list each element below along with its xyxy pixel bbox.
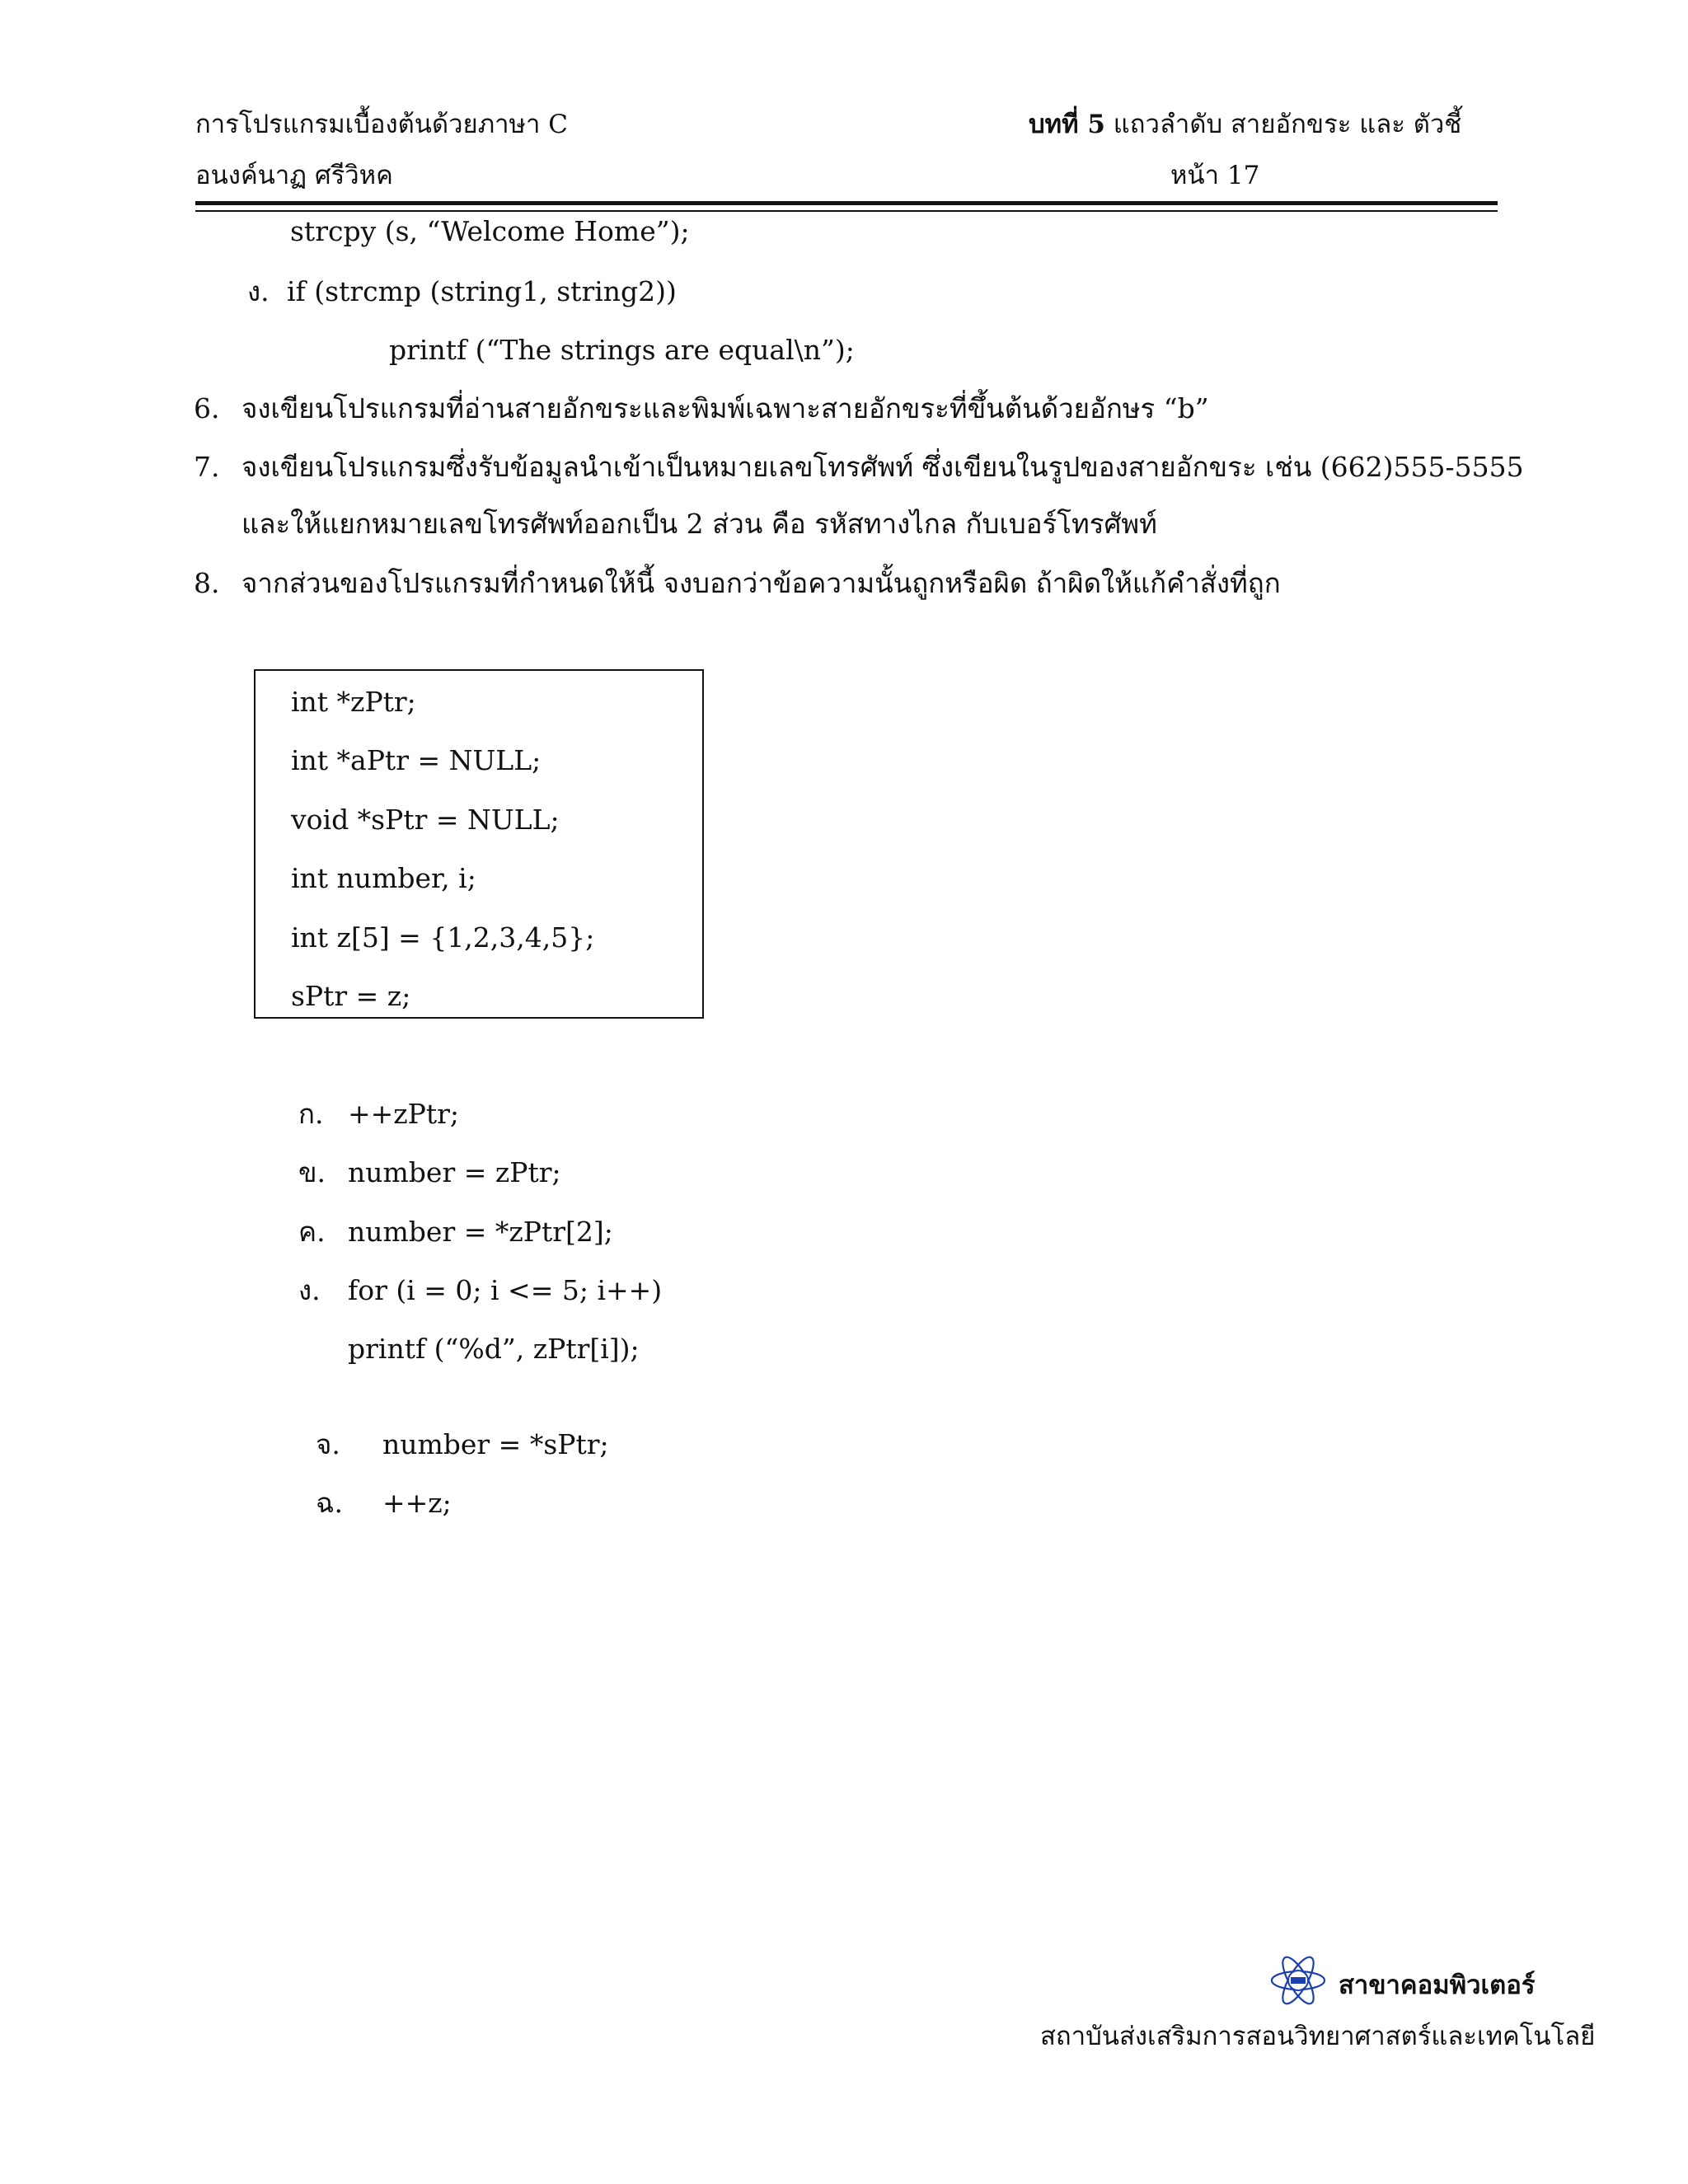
footer-institute: สถาบันส่งเสริมการสอนวิทยาศาสตร์และเทคโนโลยี (1040, 2022, 1596, 2051)
code-line-printf-equal: printf (“The strings are equal\n”); (389, 334, 855, 366)
sub-item-label: ง. (298, 1274, 321, 1306)
sub-item-cho-ching (298, 1449, 452, 1521)
sub-item-label: ค. (298, 1216, 326, 1248)
code-box-line: int *zPtr; (291, 686, 416, 718)
question-text: จงเขียนโปรแกรมซึ่งรับข้อมูลนำเข้าเป็นหมายเลขโทรศัพท์ ซึ่งเขียนในรูปของสายอักขระ เช่น (662)555-5555 (241, 451, 1524, 483)
question-number: 8. (194, 567, 220, 599)
sub-item-code: number = zPtr; (348, 1156, 561, 1188)
question-6 (194, 391, 1209, 427)
sub-item-code: number = *zPtr[2]; (348, 1216, 613, 1248)
question-7 (194, 449, 1524, 485)
sub-item-label: ข. (298, 1156, 326, 1188)
page-number: หน้า 17 (1170, 161, 1260, 190)
sub-item-code: ++z; (364, 1487, 452, 1519)
sub-item-ngo (298, 1272, 662, 1309)
sub-item-code: number = *sPtr; (364, 1428, 609, 1460)
code-box-line: int number, i; (291, 862, 476, 894)
code-box-line: sPtr = z; (291, 980, 411, 1012)
book-title: การโปรแกรมเบื้องต้นด้วยภาษา C (195, 110, 568, 139)
question-number: 6. (194, 392, 220, 424)
chapter-heading (1029, 107, 1461, 142)
code-box-line: int z[5] = {1,2,3,4,5}; (291, 921, 595, 954)
sub-item-code: for (i = 0; i <= 5; i++) (348, 1274, 663, 1306)
header-rule-thin (195, 210, 1498, 212)
code-box-line: void *sPtr = NULL; (291, 804, 560, 836)
sub-item-label: จ. (315, 1428, 340, 1460)
sub-item-label: ฉ. (315, 1487, 343, 1519)
code-box (254, 669, 704, 1019)
chapter-label: บทที่ 5 (1029, 110, 1105, 139)
question-text: จงเขียนโปรแกรมที่อ่านสายอักขระและพิมพ์เฉพาะสายอักขระที่ขึ้นต้นด้วยอักษร “b” (241, 392, 1209, 424)
sub-item-kho (298, 1155, 561, 1191)
question-7-continued: และให้แยกหมายเลขโทรศัพท์ออกเป็น 2 ส่วน คือ รหัสทางไกล กับเบอร์โทรศัพท์ (241, 508, 1157, 540)
ipst-atom-logo-icon (1269, 1952, 1327, 2009)
footer-department: สาขาคอมพิวเตอร์ (1339, 1971, 1536, 2000)
sub-item-code: ++zPtr; (348, 1098, 460, 1130)
item-ng-label: ง. (247, 275, 270, 307)
code-line-if-strcmp: if (strcmp (string1, string2)) (287, 275, 677, 307)
question-8 (194, 565, 1281, 602)
sub-item-ngo-continued: printf (“%d”, zPtr[i]); (348, 1333, 640, 1365)
question-text: จากส่วนของโปรแกรมที่กำหนดให้นี้ จงบอกว่าข้อความนั้นถูกหรือผิด ถ้าผิดให้แก้คำสั่งที่ถูก (241, 567, 1281, 599)
chapter-title: แถวลำดับ สายอักขระ และ ตัวชี้ (1113, 110, 1462, 139)
header-rule-thick (195, 201, 1498, 205)
sub-item-label: ก. (298, 1098, 324, 1130)
code-line-strcpy: strcpy (s, “Welcome Home”); (290, 215, 690, 247)
sub-item-ko (298, 1096, 459, 1132)
author-name: อนงค์นาฏ ศรีวิหค (195, 161, 393, 190)
question-number: 7. (194, 451, 220, 483)
sub-item-kho-khwai (298, 1214, 613, 1250)
code-box-line: int *aPtr = NULL; (291, 744, 542, 776)
